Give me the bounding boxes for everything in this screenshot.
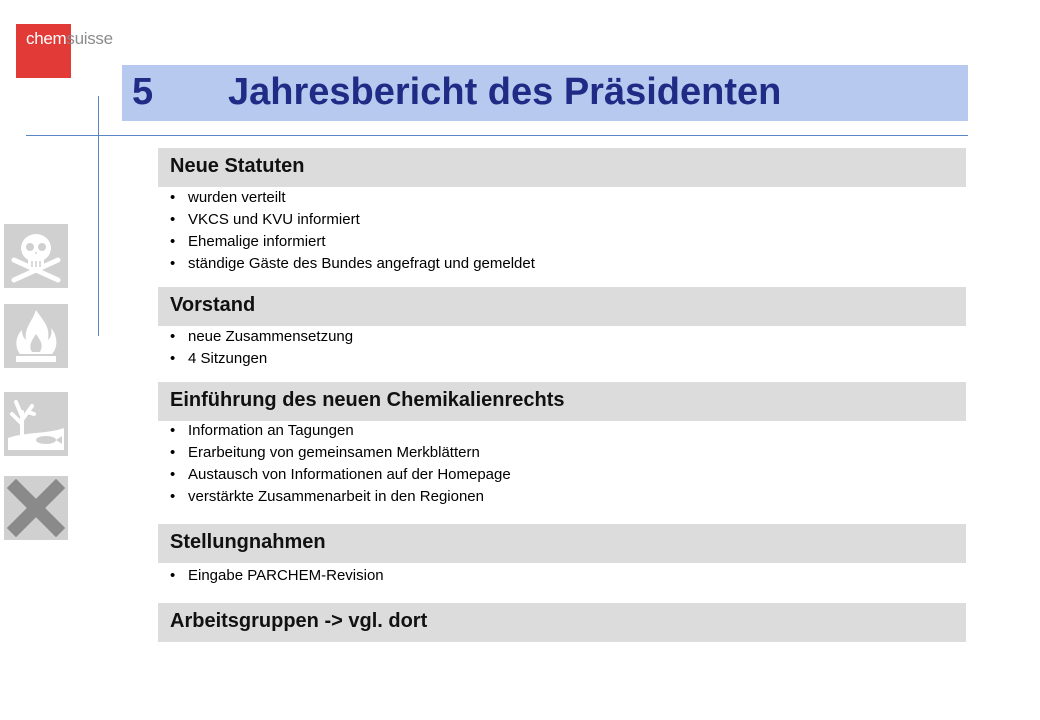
list-item: • neue Zusammensetzung bbox=[170, 326, 353, 348]
horizontal-divider bbox=[26, 135, 968, 136]
list-item: • VKCS und KVU informiert bbox=[170, 209, 535, 231]
x-cross-icon bbox=[4, 476, 68, 540]
bullet-list bbox=[170, 326, 353, 370]
vertical-divider bbox=[98, 96, 99, 336]
dead-tree-fish-icon bbox=[4, 392, 68, 456]
bullet-list bbox=[170, 187, 535, 275]
skull-crossbones-icon bbox=[4, 224, 68, 288]
title-number: 5 bbox=[132, 71, 154, 113]
section-heading-neue-statuten: Neue Statuten bbox=[158, 148, 966, 187]
section-heading-arbeitsgruppen: Arbeitsgruppen -> vgl. dort bbox=[158, 603, 966, 642]
logo-text: chemsuisse bbox=[26, 29, 113, 48]
list-item: • Erarbeitung von gemeinsamen Merkblättern bbox=[170, 442, 511, 464]
page-title: Jahresbericht des Präsidenten bbox=[228, 71, 782, 113]
section-heading-vorstand: Vorstand bbox=[158, 287, 966, 326]
list-item: • ständige Gäste des Bundes angefragt und gemeldet bbox=[170, 253, 535, 275]
flame-icon bbox=[4, 304, 68, 368]
bullet-list bbox=[170, 565, 384, 587]
list-item: • wurden verteilt bbox=[170, 187, 535, 209]
section-heading-stellungnahmen: Stellungnahmen bbox=[158, 524, 966, 563]
list-item: • verstärkte Zusammenarbeit in den Regionen bbox=[170, 486, 511, 508]
list-item: • Ehemalige informiert bbox=[170, 231, 535, 253]
list-item: • Eingabe PARCHEM-Revision bbox=[170, 565, 384, 587]
list-item: • Austausch von Informationen auf der Homepage bbox=[170, 464, 511, 486]
list-item: • Information an Tagungen bbox=[170, 420, 511, 442]
section-heading-chemikalienrecht: Einführung des neuen Chemikalienrechts bbox=[158, 382, 966, 421]
bullet-list bbox=[170, 420, 511, 508]
list-item: • 4 Sitzungen bbox=[170, 348, 353, 370]
